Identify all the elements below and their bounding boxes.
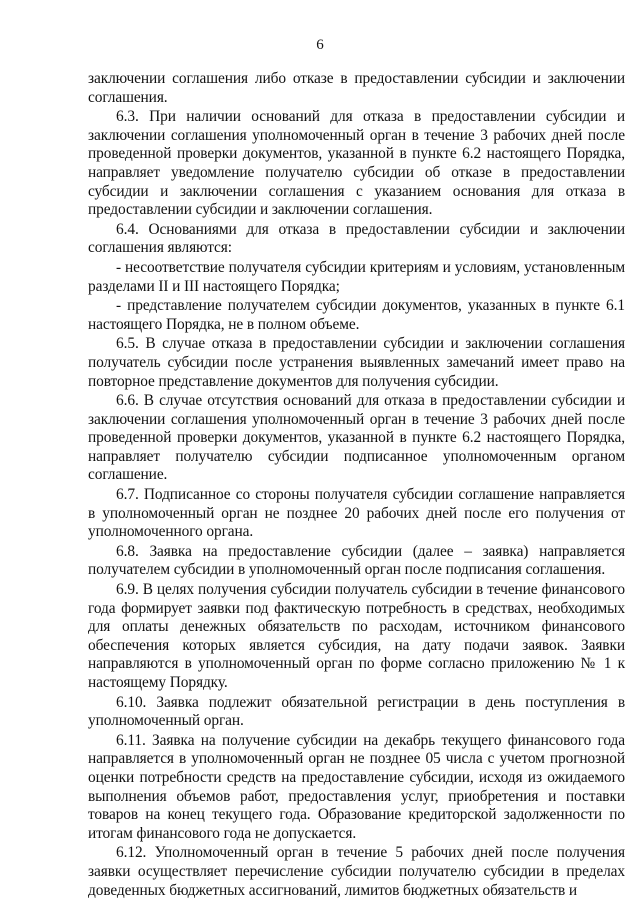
list-item-criteria: - несоответствие получателя субсидии критериям и условиям, установленным разделами II и III настоящего Порядка; <box>88 258 625 295</box>
paragraph-6-11: 6.11. Заявка на получение субсидии на декабрь текущего финансового года направляется в уполномоченный орган не позднее 05 числа с учетом прогнозной оценки потребности средств на предоставление субсидии, исходя из ожидаемого выполнения объемов работ, предоставления услуг, приобретения и поставки товаров на конец текущего года. Образование кредиторской задолженности по итогам финансового года не допускается. <box>88 731 625 842</box>
paragraph-6-8: 6.8. Заявка на предоставление субсидии (далее – заявка) направляется получателем субсидии в уполномоченный орган после подписания соглашения. <box>88 542 625 579</box>
document-body <box>88 70 625 901</box>
list-item-documents: - представление получателем субсидии документов, указанных в пункте 6.1 настоящего Порядка, не в полном объеме. <box>88 297 625 333</box>
paragraph-6-6: 6.6. В случае отсутствия оснований для отказа в предоставлении субсидии и заключении соглашения уполномоченный орган в течение 3 рабочих дней после проведенной проверки документов, указанной в пункте 6.2 настоящего Порядка, направляет получателю субсидии подписанное уполномоченным органом соглашение. <box>88 392 625 484</box>
paragraph-6-4: 6.4. Основаниями для отказа в предоставлении субсидии и заключении соглашения являются: <box>88 220 625 257</box>
paragraph-continuation: заключении соглашения либо отказе в предоставлении субсидии и заключении соглашения. <box>88 70 625 106</box>
paragraph-6-5: 6.5. В случае отказа в предоставлении субсидии и заключении соглашения получатель субсидии после устранения выявленных замечаний имеет право на повторное представление документов для получения субсидии. <box>88 335 625 390</box>
paragraph-6-12: 6.12. Уполномоченный орган в течение 5 рабочих дней после получения заявки осуществляет перечисление субсидии получателю субсидии в пределах доведенных бюджетных ассигнований, лимитов бюджетных обязательств и <box>88 844 625 899</box>
paragraph-6-9: 6.9. В целях получения субсидии получатель субсидии в течение финансового года формирует заявки под фактическую потребность в средствах, необходимых для оплаты денежных обязательств по расходам, источником финансового обеспечения которых является субсидия, на дату подачи заявок. Заявки направляются в уполномоченный орган по форме согласно приложению № 1 к настоящему Порядку. <box>88 581 625 691</box>
paragraph-6-3: 6.3. При наличии оснований для отказа в предоставлении субсидии и заключении соглашения уполномоченный орган в течение 3 рабочих дней после проведенной проверки документов, указанной в пункте 6.2 настоящего Порядка, направляет уведомление получателю субсидии об отказе в предоставлении субсидии и заключении соглашения с указанием основания для отказа в предоставлении субсидии и заключении соглашения. <box>88 108 625 219</box>
paragraph-6-7: 6.7. Подписанное со стороны получателя субсидии соглашение направляется в уполномоченный орган не позднее 20 рабочих дней после его получения от уполномоченного органа. <box>88 486 625 541</box>
paragraph-6-10: 6.10. Заявка подлежит обязательной регистрации в день поступления в уполномоченный орган. <box>88 693 625 730</box>
page-number: 6 <box>316 37 324 53</box>
